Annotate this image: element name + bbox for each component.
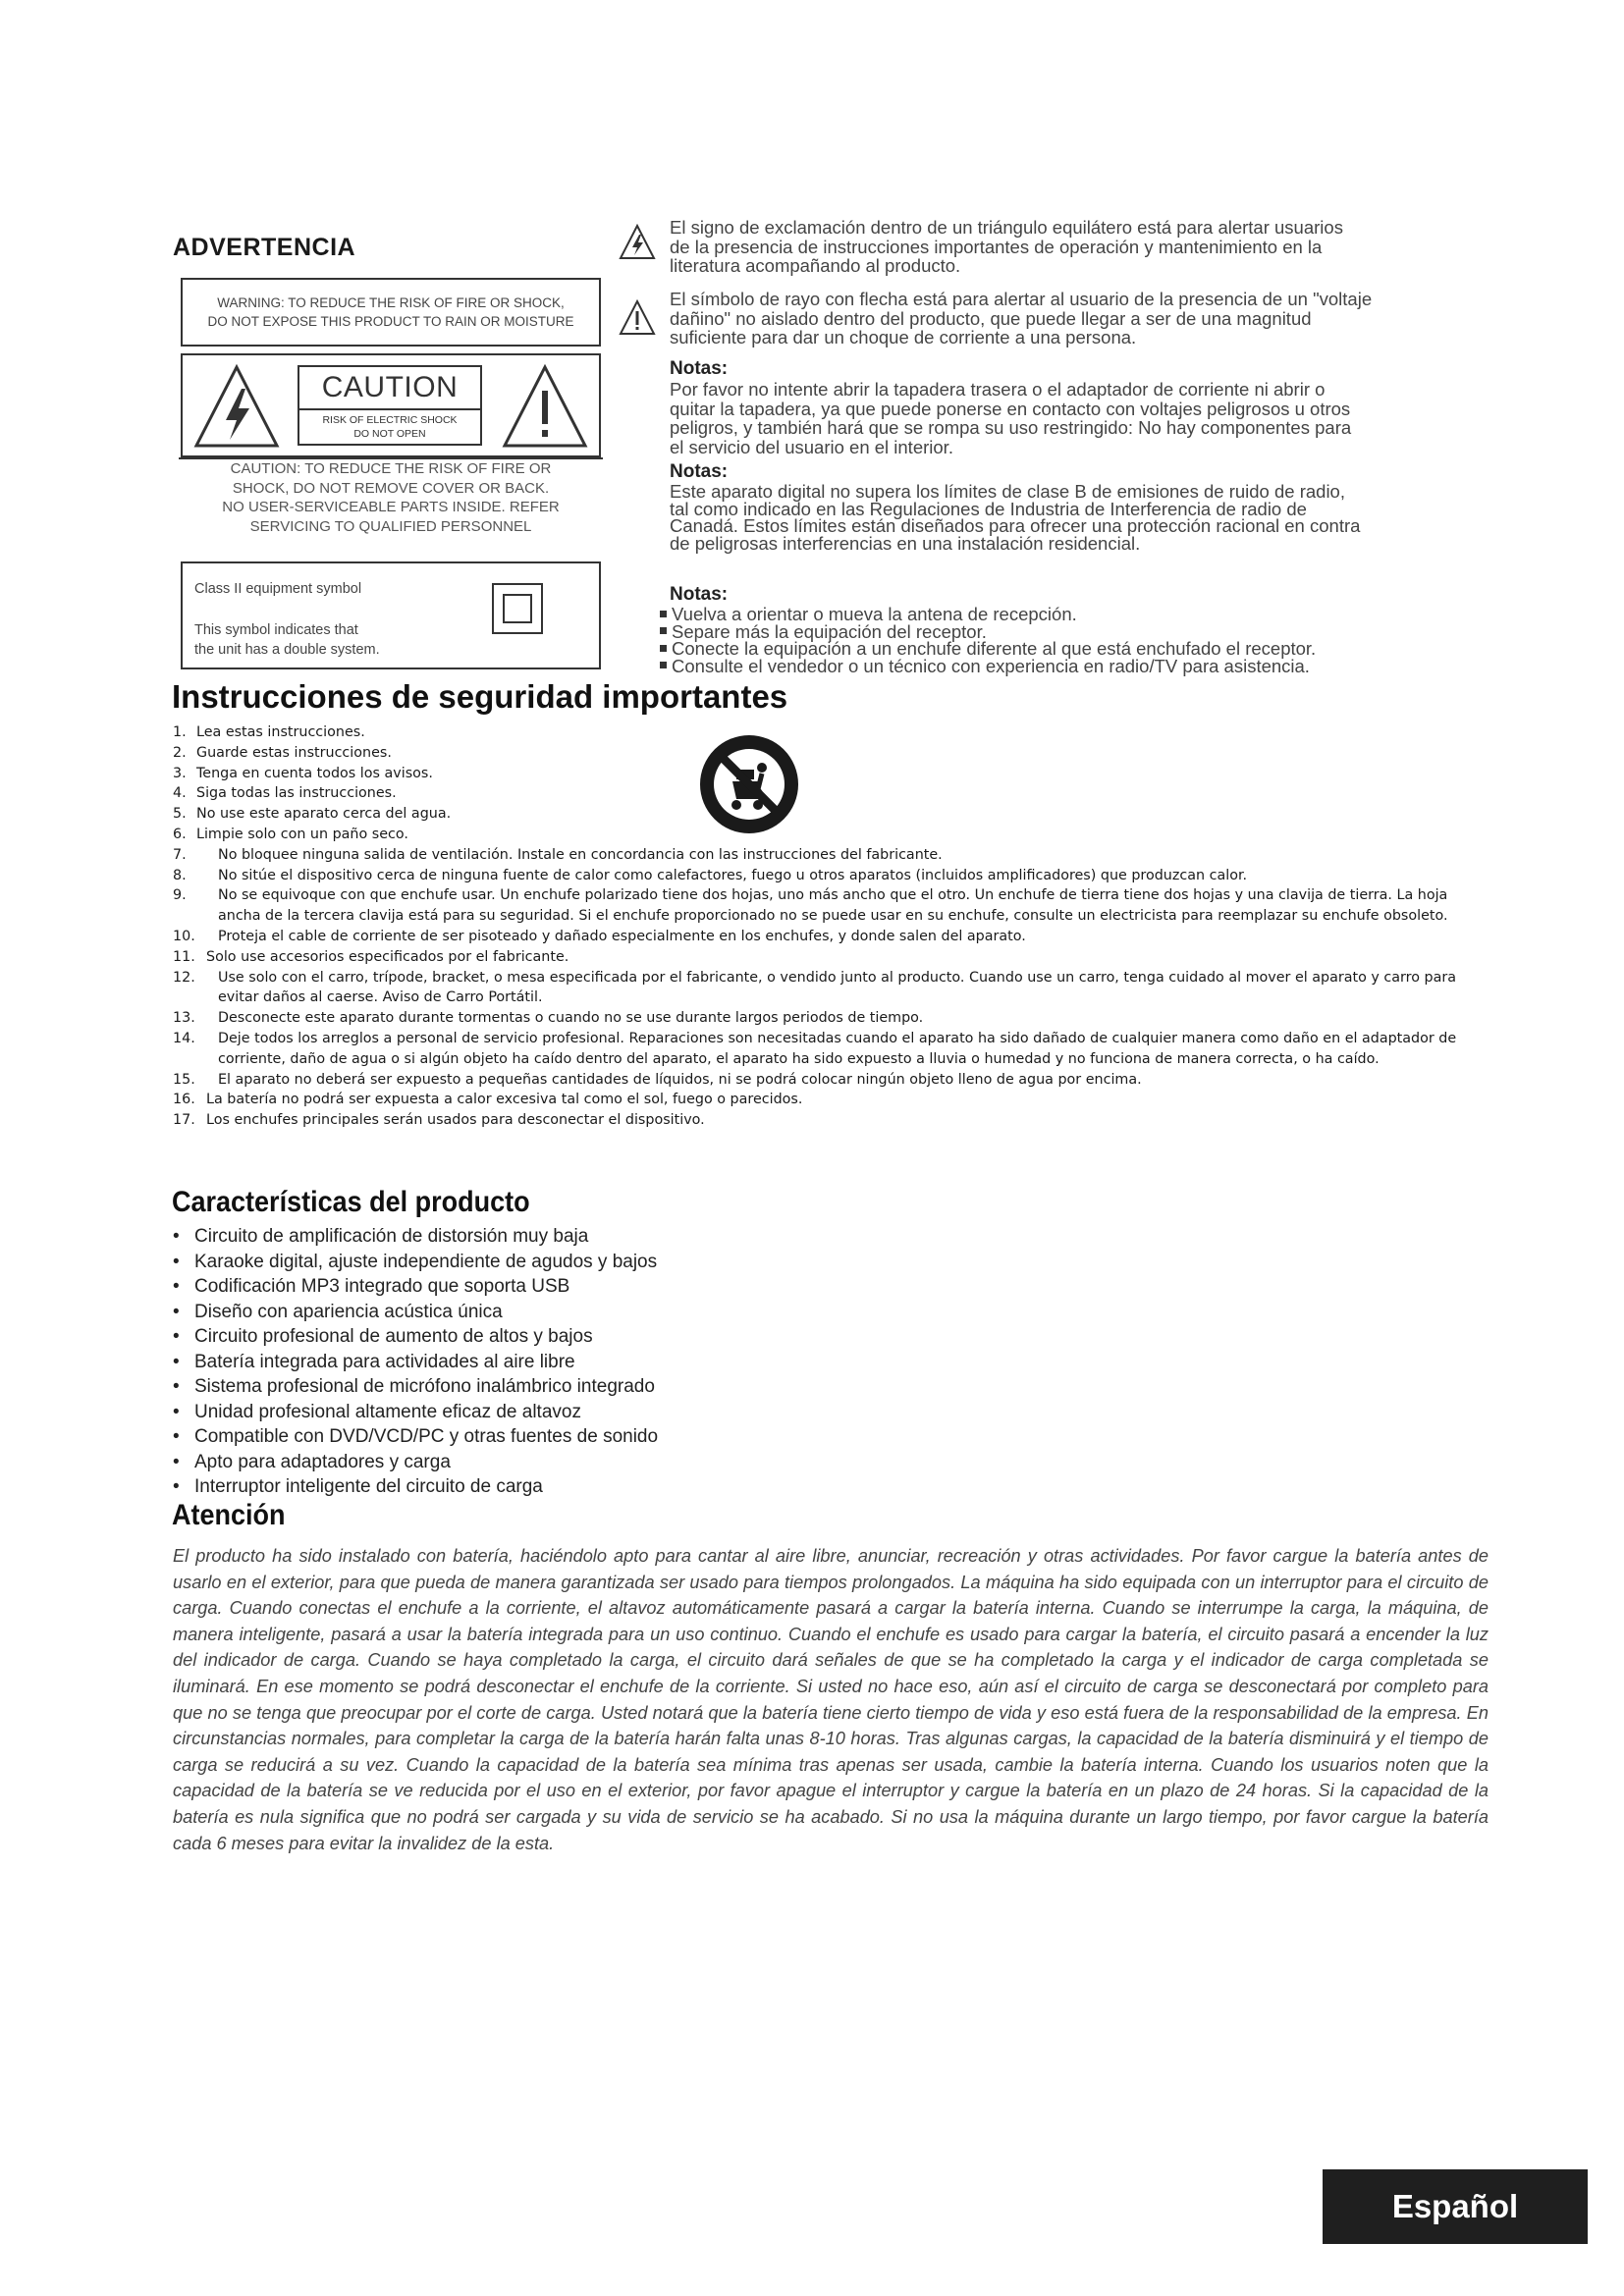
advertencia-title: ADVERTENCIA (173, 234, 356, 261)
list-item: 13. Desconecte este aparato durante tormentas o cuando no se use durante largos periodos de tiempo. (173, 1010, 924, 1027)
text-line: literatura acompañando al producto. (670, 255, 961, 276)
safety-title: Instrucciones de seguridad importantes (172, 678, 788, 715)
text-line: de la presencia de instrucciones importantes de operación y mantenimiento en la (670, 236, 1323, 257)
list-item: 17. Los enchufes principales serán usados para desconectar el dispositivo. (173, 1112, 705, 1129)
language-tab: Español (1323, 2169, 1588, 2244)
lightning-triangle-icon (192, 363, 281, 450)
double-square-icon (492, 583, 543, 634)
bullet-text: Separe más la equipación del receptor. (672, 620, 987, 642)
caution-sub-line: DO NOT OPEN (353, 428, 426, 440)
caution-text-block (181, 457, 601, 536)
caution-label-box (181, 353, 601, 457)
caution-text-line: NO USER-SERVICEABLE PARTS INSIDE. REFER (222, 499, 560, 515)
text-line: quitar la tapadera, ya que puede ponerse en contacto con voltajes peligrosos u otros (670, 398, 1351, 419)
list-item: 14. Deje todos los arreglos a personal de servicio profesional. Reparaciones son necesitadas cuando el aparato ha sido dañado de cualquier manera como daño en el adaptador de corriente, daño de agua o si algún objeto ha caído dentro del aparato, el aparato ha sido expuesto a lluvia o humedad y no funciona de manera correcta, o ha caído. (173, 1030, 1457, 1067)
list-item: • Codificación MP3 integrado que soporta USB (173, 1276, 570, 1297)
text-line: Por favor no intente abrir la tapadera trasera o el adaptador de corriente ni abrir o (670, 379, 1326, 400)
warning-box (181, 278, 601, 347)
notes-block-3 (670, 584, 1316, 674)
feature-text: Interruptor inteligente del circuito de carga (194, 1476, 543, 1497)
text-line: Canadá. Estos límites están diseñados para ofrecer una protección racional en contra (670, 515, 1361, 536)
text-line: El símbolo de rayo con flecha está para alertar al usuario de la presencia de un "voltaje (670, 289, 1373, 309)
text-line: suficiente para dar un choque de corriente a una persona. (670, 327, 1137, 347)
feature-text: Diseño con apariencia acústica única (194, 1301, 503, 1322)
list-item: • Circuito de amplificación de distorsión muy baja (173, 1226, 589, 1247)
class2-description (194, 620, 380, 660)
caution-text-line: CAUTION: TO REDUCE THE RISK OF FIRE OR (230, 460, 552, 477)
notes-block-2 (670, 461, 1360, 552)
attention-title: Atención (172, 1499, 286, 1531)
class2-desc-line: the unit has a double system. (194, 642, 380, 658)
square-bullet-icon (660, 662, 667, 668)
list-item: • Apto para adaptadores y carga (173, 1451, 451, 1472)
list-item: 5. No use este aparato cerca del agua. (173, 806, 452, 823)
class2-box (181, 561, 601, 669)
exclamation-triangle-icon (619, 299, 656, 337)
list-item: • Unidad profesional altamente eficaz de altavoz (173, 1401, 581, 1422)
features-title: Características del producto (172, 1186, 530, 1218)
features-list (173, 1224, 658, 1500)
list-item: 6. Limpie solo con un paño seco. (173, 826, 408, 842)
list-item: 7. No bloquee ninguna salida de ventilación. Instale en concordancia con las instrucciones del fabricante. (173, 846, 943, 863)
list-item: 10. Proteja el cable de corriente de ser pisoteado y dañado especialmente en los enchufes, y donde salen del aparato. (173, 928, 1026, 944)
list-item: 16. La batería no podrá ser expuesta a calor excesiva tal como el sol, fuego o parecidos. (173, 1092, 803, 1108)
caution-text-line: SERVICING TO QUALIFIED PERSONNEL (249, 517, 532, 535)
notes-title: Notas: (670, 358, 729, 379)
list-item: 4. Siga todas las instrucciones. (173, 785, 397, 802)
feature-text: Apto para adaptadores y carga (194, 1451, 451, 1472)
square-bullet-icon (660, 645, 667, 652)
bullet-text: Vuelva a orientar o mueva la antena de recepción. (672, 604, 1077, 624)
feature-text: Sistema profesional de micrófono inalámbrico integrado (194, 1376, 655, 1397)
feature-text: Codificación MP3 integrado que soporta USB (194, 1276, 570, 1297)
bullet-text: Consulte el vendedor o un técnico con experiencia en radio/TV para asistencia. (672, 655, 1310, 676)
list-item: • Circuito profesional de aumento de altos y bajos (173, 1326, 593, 1347)
attention-paragraph: El producto ha sido instalado con batería, haciéndolo apto para cantar al aire libre, anunciar, recreación y otras actividades. Por favor cargue la batería antes de usarlo en el exterior, para que pueda de manera garantizada ser usado para tiempos prolongados. La máquina ha sido equipada con un interruptor para el circuito de carga. Cuando conectas el enchufe a la corriente, el altavoz automáticamente pasará a cargar la batería interna. Cuando se interrumpe la carga, la máquina, de manera inteligente, pasará a usar la batería integrada para un uso continuo. Cuando el enchufe es usado para cargar la batería, el circuito pasará a encender la luz del indicador de carga. Cuando se haya completado la carga, el circuito dará señales de que se ha completado la carga y el indicador de carga completada se iluminará. En ese momento se podrá desconectar el enchufe de la corriente. Si usted no hace eso, aún así el circuito de carga se desconectará por completo para que no se tenga que preocupar por el corte de carga. Usted notará que la batería tiene cierto tiempo de vida y eso está fuera de la responsabilidad de la empresa. En circunstancias normales, para completar la carga de la batería harán falta unas 8-10 horas. Tras algunas cargas, la capacidad de la batería disminuirá y el tiempo de carga se reducirá a su vez. Cuando la capacidad de la batería sea mínima tras apenas ser usada, cambie la batería interna. Cuando los usuarios noten que la capacidad de la batería se ve reducida por el uso en el exterior, por favor apague el interruptor y cargue la batería en un plazo de 24 horas. Si la capacidad de la batería es nula significa que no podrá ser cargada y su vida de servicio se ha acabado. Si no usa la máquina durante un largo tiempo, por favor cargue la batería cada 6 meses para evitar la invalidez de la esta. (173, 1546, 1489, 1853)
exclamation-explanation (670, 218, 1343, 276)
list-item: • Compatible con DVD/VCD/PC y otras fuentes de sonido (173, 1426, 659, 1447)
safety-instructions-list (173, 722, 1469, 1131)
text-line: de peligrosas interferencias en una instalación residencial. (670, 532, 1141, 554)
list-item: 2. Guarde estas instrucciones. (173, 744, 392, 761)
caution-text-line: SHOCK, DO NOT REMOVE COVER OR BACK. (232, 479, 550, 497)
caution-word: CAUTION (321, 371, 459, 403)
feature-text: Karaoke digital, ajuste independiente de agudos y bajos (194, 1251, 658, 1272)
square-bullet-icon (660, 627, 667, 634)
text-line: tal como indicado en las Regulaciones de Industria de Interferencia de radio de (670, 498, 1307, 519)
notes-title: Notas: (670, 461, 729, 482)
text-line: dañino" no aislado dentro del producto, que puede llegar a ser de una magnitud (670, 307, 1312, 329)
text-line: El signo de exclamación dentro de un triángulo equilátero está para alertar usuarios (670, 217, 1343, 238)
list-item: • Interruptor inteligente del circuito de carga (173, 1476, 543, 1497)
text-line: Este aparato digital no supera los límites de clase B de emisiones de ruido de radio, (670, 481, 1345, 502)
list-item: 15. El aparato no deberá ser expuesto a pequeñas cantidades de líquidos, ni se podrá colocar ningún objeto lleno de agua por encima. (173, 1071, 1142, 1088)
list-item: • Sistema profesional de micrófono inalámbrico integrado (173, 1376, 655, 1397)
list-item: 9. No se equivoque con que enchufe usar. Un enchufe polarizado tiene dos hojas, uno más ancho que el otro. Un enchufe de tierra tiene dos hojas y una clavija de tierra. La hoja ancha de la tercera clavija está para su seguridad. Si el enchufe proporcionado no se puede usar en su enchufe, consulte un electricista para reemplazar su enchufe obsoleto. (173, 887, 1448, 925)
lightning-explanation (670, 290, 1372, 347)
list-item: • Batería integrada para actividades al aire libre (173, 1351, 575, 1372)
square-bullet-icon (660, 611, 667, 617)
warning-line: WARNING: TO REDUCE THE RISK OF FIRE OR SHOCK, (217, 295, 565, 310)
list-item: 3. Tenga en cuenta todos los avisos. (173, 765, 433, 781)
list-item: • Diseño con apariencia acústica única (173, 1301, 503, 1322)
feature-text: Batería integrada para actividades al aire libre (194, 1351, 575, 1372)
bullet-item (660, 655, 1316, 676)
class2-desc-line: This symbol indicates that (194, 622, 358, 638)
notes-block-1 (670, 358, 1351, 456)
feature-text: Unidad profesional altamente eficaz de altavoz (194, 1401, 581, 1422)
bullet-text: Conecte la equipación a un enchufe diferente al que está enchufado el receptor. (672, 638, 1317, 659)
list-item: • Karaoke digital, ajuste independiente de agudos y bajos (173, 1251, 658, 1272)
notes-title: Notas: (670, 584, 729, 605)
feature-text: Circuito de amplificación de distorsión muy baja (194, 1226, 589, 1247)
feature-text: Circuito profesional de aumento de altos y bajos (194, 1326, 593, 1347)
list-item: 1. Lea estas instrucciones. (173, 724, 365, 740)
list-item: 12. Use solo con el carro, trípode, bracket, o mesa especificada por el fabricante, o vendido junto al producto. Cuando use un carro, tenga cuidado al mover el aparato y carro para evitar daños al caerse. Aviso de Carro Portátil. (173, 969, 1457, 1006)
exclamation-triangle-icon (501, 363, 589, 450)
list-item: 11. Solo use accesorios especificados por el fabricante. (173, 948, 569, 965)
caution-sub-line: RISK OF ELECTRIC SHOCK (322, 414, 458, 426)
caution-center (298, 365, 482, 446)
warning-line: DO NOT EXPOSE THIS PRODUCT TO RAIN OR MOISTURE (207, 314, 574, 329)
class2-title: Class II equipment symbol (194, 581, 362, 597)
feature-text: Compatible con DVD/VCD/PC y otras fuentes de sonido (194, 1426, 659, 1447)
lightning-triangle-icon (619, 224, 656, 261)
list-item: 8. No sitúe el dispositivo cerca de ninguna fuente de calor como calefactores, fuego u otros aparatos (incluidos amplificadores) que produzcan calor. (173, 867, 1248, 883)
text-line: peligros, y también hará que se rompa su uso restringido: No hay componentes para (670, 417, 1352, 438)
text-line: el servicio del usuario en el interior. (670, 436, 953, 457)
